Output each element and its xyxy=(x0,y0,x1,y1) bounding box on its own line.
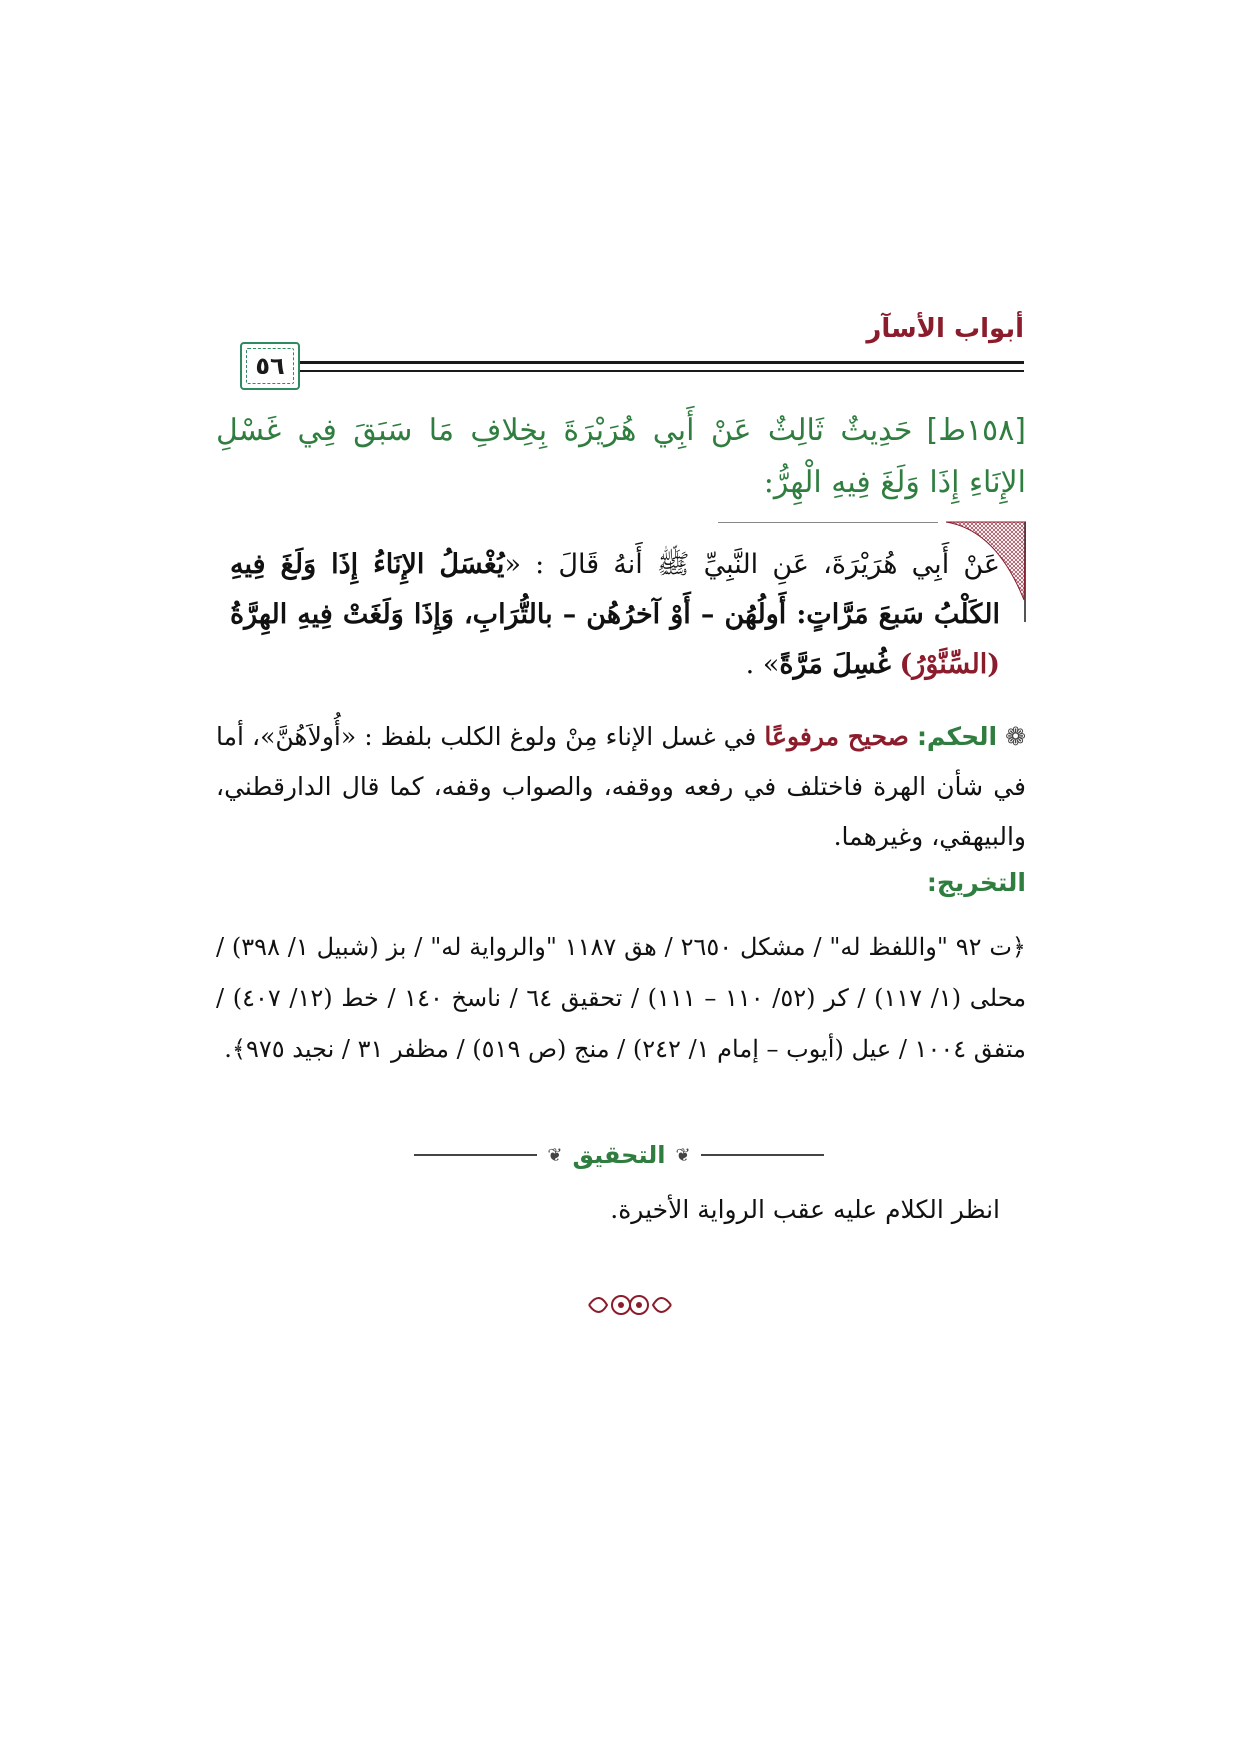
hadith-heading xyxy=(216,405,1026,509)
takhrij-text: ﴿ت ٩٢ "واللفظ له" / مشكل ٢٦٥٠ / هق ١١٨٧ "والرواية له" / بز (شبيل ١/ ٣٩٨) / محلى (١/ ١١٧) / كر (٥٢/ ١١٠ – ١١١) / تحقيق ٦٤ / ناسخ ١٤٠ / خط (١٢/ ٤٠٧) / متفق ١٠٠٤ / عيل (أيوب – إمام ١/ ٢٤٢) / منج (ص ٥١٩) / مظفر ٣١ / نجيد ٩٧٥﴾. xyxy=(216,933,1027,1063)
running-title: أبواب الأسآر xyxy=(866,314,1024,344)
header-rule-left-top xyxy=(1002,361,1024,364)
hadith-heading-text: حَدِيثٌ ثَالِثٌ عَنْ أَبِي هُرَيْرَةَ بِخِلافِ مَا سَبَقَ فِي غَسْلِ الإِنَاءِ إِذَا وَلَغَ فِيهِ الْهِرُّ: xyxy=(216,413,1026,500)
flower-icon: ❁ xyxy=(1005,722,1027,751)
hadith-matn-1: يُغْسَلُ الإِنَاءُ إِذَا وَلَغَ فِيهِ الكَلْبُ سَبعَ مَرَّاتٍ: أَولُهُن – أَوْ آخرُهُن – بالتُّرَابِ، وَإِذَا وَلَغَتْ فِيهِ الهِرَّةُ xyxy=(230,549,1000,630)
hadith-matn-2: غُسِلَ مَرَّةً xyxy=(779,649,891,680)
divider-line-right xyxy=(414,1154,537,1156)
takhrij-title: التخريج: xyxy=(926,868,1026,897)
header-rule-left-bottom xyxy=(1002,370,1024,372)
ruling-verdict: صحيح مرفوعًا xyxy=(764,722,909,751)
hadith-number: [١٥٨ط] xyxy=(926,413,1026,448)
header-rule-bottom xyxy=(264,370,1024,372)
divider-line-left xyxy=(701,1154,824,1156)
page-header xyxy=(214,314,1024,394)
hadith-gloss: (السِّنَّوْرُ) xyxy=(899,649,1000,680)
header-rule-top xyxy=(264,361,1024,364)
tahqiq-title: التحقيق xyxy=(572,1141,666,1169)
divider-ornament-icon: ❦ xyxy=(547,1144,563,1166)
divider-ornament-icon: ❦ xyxy=(675,1144,691,1166)
page-number-badge xyxy=(240,342,300,390)
hadith-closing: » . xyxy=(745,649,780,680)
hadith-isnad: عَنْ أَبِي هُرَيْرَةَ، عَنِ النَّبِيِّ ﷺ أَنهُ قَالَ : « xyxy=(504,549,1001,580)
hadith-text xyxy=(230,540,1000,690)
page-number: ٥٦ xyxy=(255,352,285,380)
tahqiq-note: انظر الكلام عليه عقب الرواية الأخيرة. xyxy=(610,1195,1000,1224)
ruling-text: في غسل الإناء مِنْ ولوغ الكلب بلفظ : «أُولاَهُنَّ»، أما في شأن الهرة فاختلف في رفعه ووقفه، والصواب وقفه، كما قال الدارقطني، والبيهقي، وغيرهما. xyxy=(216,722,1026,851)
ruling-paragraph xyxy=(216,712,1026,862)
tahqiq-divider xyxy=(414,1140,824,1170)
hadith-frame-top-line xyxy=(718,522,938,523)
ruling-label: الحكم: xyxy=(916,722,998,751)
end-ornament-icon xyxy=(585,1285,675,1325)
